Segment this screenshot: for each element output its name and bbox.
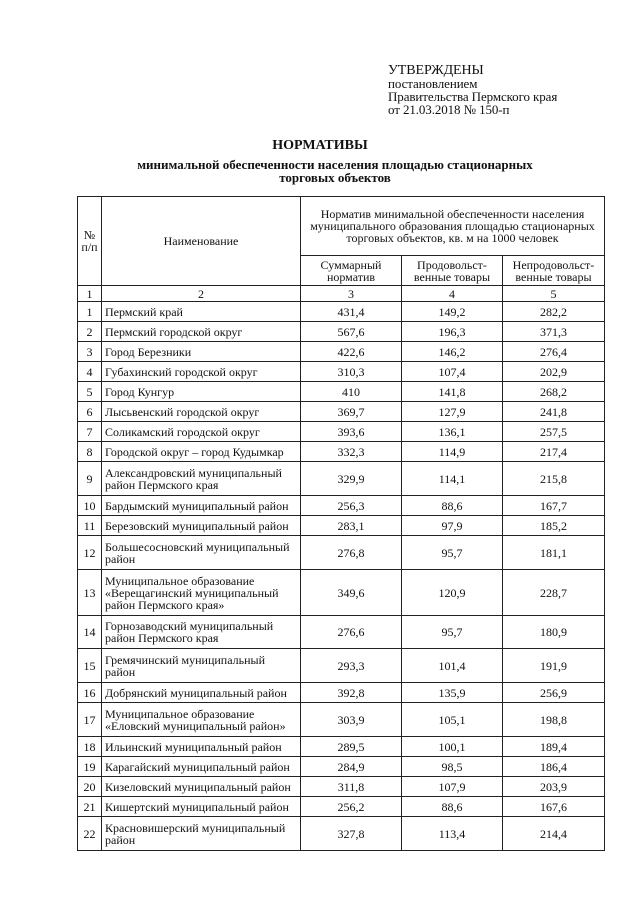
- row-nonfood: 167,6: [503, 797, 605, 817]
- row-number: 20: [78, 777, 102, 797]
- row-food: 113,4: [402, 817, 503, 851]
- row-total: 422,6: [301, 342, 402, 362]
- row-name: Лысьвенский городской округ: [102, 402, 301, 422]
- row-number: 2: [78, 322, 102, 342]
- row-nonfood: 228,7: [503, 570, 605, 616]
- row-name: Александровский муниципальный район Пермского края: [102, 462, 301, 496]
- row-total: 289,5: [301, 737, 402, 757]
- row-food: 196,3: [402, 322, 503, 342]
- row-number: 10: [78, 496, 102, 516]
- row-total: 310,3: [301, 362, 402, 382]
- row-total: 431,4: [301, 302, 402, 322]
- table-row: [78, 797, 605, 817]
- row-nonfood: 181,1: [503, 536, 605, 570]
- row-number: 6: [78, 402, 102, 422]
- colnum-5: 5: [503, 286, 605, 302]
- row-food: 135,9: [402, 683, 503, 703]
- table-row: [78, 683, 605, 703]
- row-total: 284,9: [301, 757, 402, 777]
- row-number: 12: [78, 536, 102, 570]
- row-food: 88,6: [402, 797, 503, 817]
- colnum-3: 3: [301, 286, 402, 302]
- approval-stamp: [388, 64, 557, 116]
- table-row: [78, 777, 605, 797]
- colnum-4: 4: [402, 286, 503, 302]
- table-row: [78, 402, 605, 422]
- document-subtitle: [95, 158, 575, 184]
- header-name: Наименование: [102, 197, 301, 286]
- row-number: 1: [78, 302, 102, 322]
- row-total: 567,6: [301, 322, 402, 342]
- row-food: 100,1: [402, 737, 503, 757]
- row-nonfood: 202,9: [503, 362, 605, 382]
- row-total: 303,9: [301, 703, 402, 737]
- row-name: Красновишерский муниципальный район: [102, 817, 301, 851]
- row-name: Муниципальное образование «Еловский муниципальный район»: [102, 703, 301, 737]
- row-total: 276,6: [301, 616, 402, 649]
- table-row: [78, 382, 605, 402]
- row-name: Соликамский городской округ: [102, 422, 301, 442]
- row-total: 283,1: [301, 516, 402, 536]
- row-name: Городской округ – город Кудымкар: [102, 442, 301, 462]
- table-row: [78, 442, 605, 462]
- row-name: Пермский край: [102, 302, 301, 322]
- row-nonfood: 180,9: [503, 616, 605, 649]
- row-food: 107,9: [402, 777, 503, 797]
- row-nonfood: 191,9: [503, 649, 605, 683]
- row-name: Бардымский муниципальный район: [102, 496, 301, 516]
- row-total: 276,8: [301, 536, 402, 570]
- row-food: 120,9: [402, 570, 503, 616]
- row-name: Губахинский городской округ: [102, 362, 301, 382]
- row-number: 9: [78, 462, 102, 496]
- row-nonfood: 186,4: [503, 757, 605, 777]
- table-row: [78, 362, 605, 382]
- row-total: 369,7: [301, 402, 402, 422]
- table-row: [78, 342, 605, 362]
- row-nonfood: 268,2: [503, 382, 605, 402]
- row-number: 19: [78, 757, 102, 777]
- row-name: Горнозаводский муниципальный район Пермского края: [102, 616, 301, 649]
- row-name: Гремячинский муниципальный район: [102, 649, 301, 683]
- row-number: 14: [78, 616, 102, 649]
- row-number: 8: [78, 442, 102, 462]
- table-row: [78, 516, 605, 536]
- table-row: [78, 703, 605, 737]
- row-number: 3: [78, 342, 102, 362]
- colnum-1: 1: [78, 286, 102, 302]
- approval-line-decree: постановлением: [388, 76, 478, 91]
- row-nonfood: 214,4: [503, 817, 605, 851]
- table-row: [78, 737, 605, 757]
- row-nonfood: 203,9: [503, 777, 605, 797]
- row-nonfood: 256,9: [503, 683, 605, 703]
- approval-heading: УТВЕРЖДЕНЫ: [388, 63, 484, 78]
- table-row: [78, 422, 605, 442]
- row-name: Город Кунгур: [102, 382, 301, 402]
- row-nonfood: 257,5: [503, 422, 605, 442]
- row-nonfood: 167,7: [503, 496, 605, 516]
- row-total: 349,6: [301, 570, 402, 616]
- header-num: № п/п: [78, 197, 102, 286]
- row-total: 329,9: [301, 462, 402, 496]
- document-title: НОРМАТИВЫ: [272, 138, 368, 153]
- row-nonfood: 217,4: [503, 442, 605, 462]
- row-total: 327,8: [301, 817, 402, 851]
- table-row: [78, 536, 605, 570]
- row-food: 146,2: [402, 342, 503, 362]
- row-total: 256,3: [301, 496, 402, 516]
- table-row: [78, 649, 605, 683]
- row-nonfood: 241,8: [503, 402, 605, 422]
- header-food: Продовольст-венные товары: [402, 256, 503, 286]
- row-food: 97,9: [402, 516, 503, 536]
- row-number: 13: [78, 570, 102, 616]
- row-food: 95,7: [402, 536, 503, 570]
- row-food: 105,1: [402, 703, 503, 737]
- row-nonfood: 276,4: [503, 342, 605, 362]
- row-food: 141,8: [402, 382, 503, 402]
- table-row: [78, 757, 605, 777]
- row-name: Кизеловский муниципальный район: [102, 777, 301, 797]
- row-nonfood: 282,2: [503, 302, 605, 322]
- row-total: 311,8: [301, 777, 402, 797]
- row-food: 114,1: [402, 462, 503, 496]
- row-total: 392,8: [301, 683, 402, 703]
- row-number: 15: [78, 649, 102, 683]
- row-food: 101,4: [402, 649, 503, 683]
- row-nonfood: 189,4: [503, 737, 605, 757]
- row-number: 22: [78, 817, 102, 851]
- row-name: Карагайский муниципальный район: [102, 757, 301, 777]
- row-total: 293,3: [301, 649, 402, 683]
- row-name: Пермский городской округ: [102, 322, 301, 342]
- row-name: Добрянский муниципальный район: [102, 683, 301, 703]
- row-nonfood: 215,8: [503, 462, 605, 496]
- table-row: [78, 322, 605, 342]
- row-name: Муниципальное образование «Верещагинский муниципальный район Пермского края»: [102, 570, 301, 616]
- header-group: Норматив минимальной обеспеченности населения муниципального образования площадью стационарных торговых объектов, кв. м на 1000 человек: [301, 197, 605, 256]
- table-row: [78, 462, 605, 496]
- row-name: Большесосновский муниципальный район: [102, 536, 301, 570]
- row-food: 136,1: [402, 422, 503, 442]
- row-number: 7: [78, 422, 102, 442]
- table-row: [78, 496, 605, 516]
- norms-table: [77, 196, 605, 851]
- subtitle-line-1: минимальной обеспеченности населения площадью стационарных: [137, 157, 533, 172]
- row-name: Ильинский муниципальный район: [102, 737, 301, 757]
- row-number: 5: [78, 382, 102, 402]
- column-number-row: [78, 286, 605, 302]
- approval-line-government: Правительства Пермского края: [388, 89, 558, 104]
- row-food: 149,2: [402, 302, 503, 322]
- row-number: 21: [78, 797, 102, 817]
- table-row: [78, 302, 605, 322]
- row-name: Березовский муниципальный район: [102, 516, 301, 536]
- row-number: 4: [78, 362, 102, 382]
- row-nonfood: 198,8: [503, 703, 605, 737]
- row-nonfood: 371,3: [503, 322, 605, 342]
- row-number: 11: [78, 516, 102, 536]
- row-name: Город Березники: [102, 342, 301, 362]
- row-total: 410: [301, 382, 402, 402]
- row-number: 17: [78, 703, 102, 737]
- row-food: 114,9: [402, 442, 503, 462]
- approval-line-date: от 21.03.2018 № 150-п: [388, 102, 510, 117]
- row-food: 127,9: [402, 402, 503, 422]
- row-food: 107,4: [402, 362, 503, 382]
- row-total: 332,3: [301, 442, 402, 462]
- header-total: Суммарный норматив: [301, 256, 402, 286]
- row-name: Кишертский муниципальный район: [102, 797, 301, 817]
- row-total: 256,2: [301, 797, 402, 817]
- row-food: 95,7: [402, 616, 503, 649]
- table-row: [78, 570, 605, 616]
- row-number: 16: [78, 683, 102, 703]
- row-number: 18: [78, 737, 102, 757]
- row-food: 88,6: [402, 496, 503, 516]
- row-total: 393,6: [301, 422, 402, 442]
- colnum-2: 2: [102, 286, 301, 302]
- table-row: [78, 817, 605, 851]
- row-food: 98,5: [402, 757, 503, 777]
- header-nonfood: Непродовольст-венные товары: [503, 256, 605, 286]
- subtitle-line-2: торговых объектов: [279, 170, 391, 185]
- row-nonfood: 185,2: [503, 516, 605, 536]
- table-row: [78, 616, 605, 649]
